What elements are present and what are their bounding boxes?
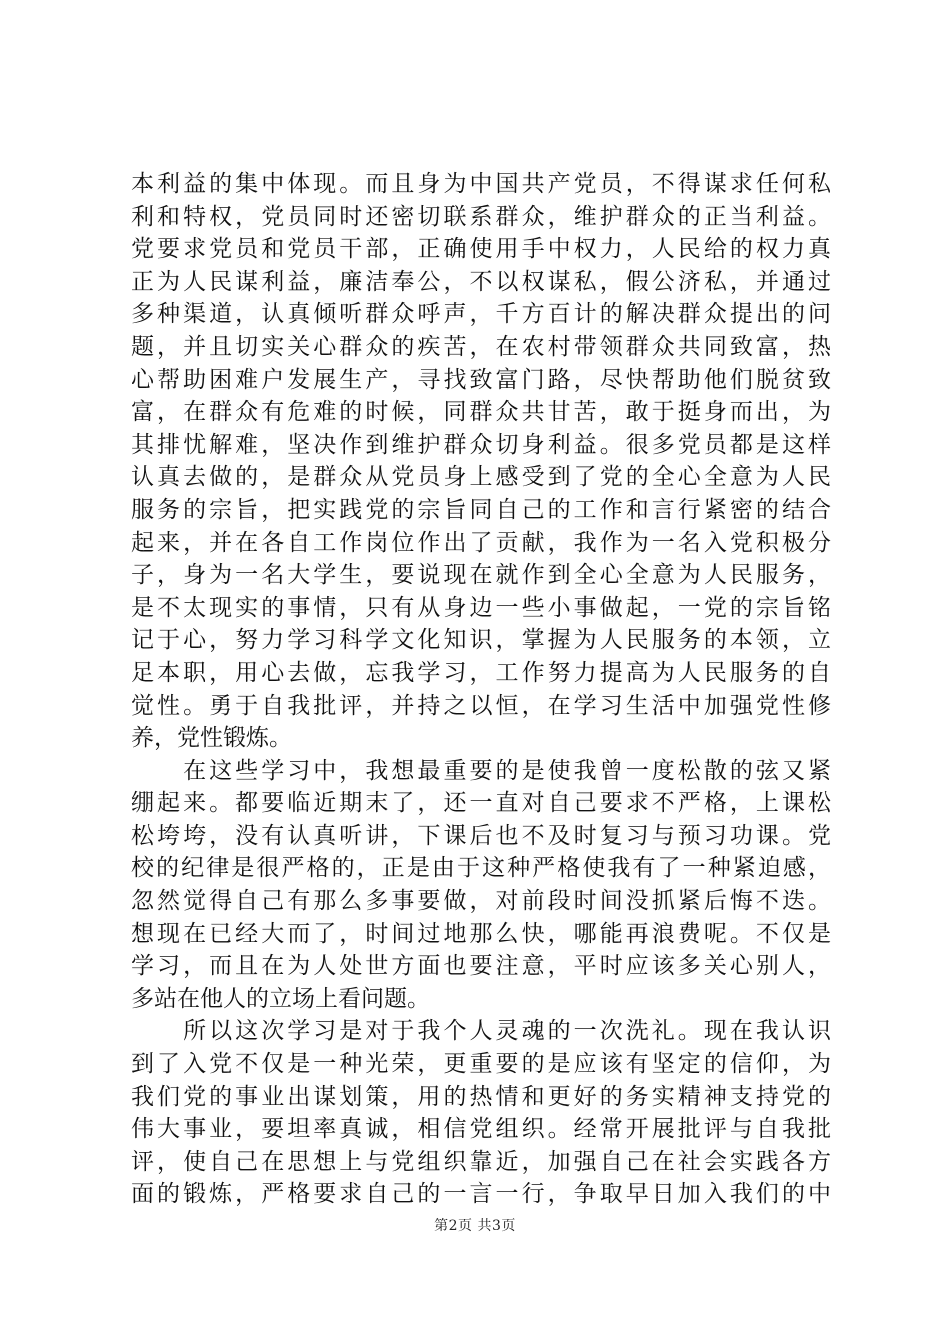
text-line: 心帮助困难户发展生产，寻找致富门路，尽快帮助他们脱贫致 [131,366,831,393]
text-line: 正为人民谋利益，廉洁奉公，不以权谋私，假公济私，并通过 [131,268,831,295]
text-line: 认真去做的，是群众从党员身上感受到了党的全心全意为人民 [131,464,831,491]
text-line: 服务的宗旨，把实践党的宗旨同自己的工作和言行紧密的结合 [131,496,831,523]
text-line: 到了入党不仅是一种光荣，更重要的是应该有坚定的信仰，为 [131,1051,831,1078]
text-line: 多种渠道，认真倾听群众呼声，千方百计的解决群众提出的问 [131,301,831,328]
text-line: 党要求党员和党员干部，正确使用手中权力，人民给的权力真 [131,236,831,263]
text-line: 养，党性锻炼。 [131,725,292,752]
text-line: 松垮垮，没有认真听讲，下课后也不及时复习与预习功课。党 [131,822,831,849]
text-line: 伟大事业，要坦率真诚，相信党组织。经常开展批评与自我批 [131,1116,831,1143]
text-line: 所以这次学习是对于我个人灵魂的一次洗礼。现在我认识 [131,1018,831,1045]
text-line: 想现在已经大而了，时间过地那么快，哪能再浪费呢。不仅是 [131,920,831,947]
text-line: 子，身为一名大学生，要说现在就作到全心全意为人民服务， [131,562,831,589]
text-line: 题，并且切实关心群众的疾苦，在农村带领群众共同致富，热 [131,333,831,360]
text-line: 校的纪律是很严格的，正是由于这种严格使我有了一种紧迫感， [131,855,831,882]
text-line: 评，使自己在思想上与党组织靠近，加强自己在社会实践各方 [131,1148,831,1175]
text-line: 其排忧解难，坚决作到维护群众切身利益。很多党员都是这样 [131,431,831,458]
text-line: 富，在群众有危难的时候，同群众共甘苦，敢于挺身而出，为 [131,399,831,426]
text-line: 本利益的集中体现。而且身为中国共产党员，不得谋求任何私 [131,171,831,197]
text-line: 起来，并在各自工作岗位作出了贡献，我作为一名入党积极分 [131,529,831,556]
text-line: 在这些学习中，我想最重要的是使我曾一度松散的弦又紧 [131,757,831,784]
text-line: 觉性。勇于自我批评，并持之以恒，在学习生活中加强党性修 [131,692,831,719]
text-line: 忽然觉得自己有那么多事要做，对前段时间没抓紧后悔不迭。 [131,888,831,915]
text-line: 利和特权，党员同时还密切联系群众，维护群众的正当利益。 [131,203,831,230]
text-line: 足本职，用心去做，忘我学习，工作努力提高为人民服务的自 [131,659,831,686]
text-line: 多站在他人的立场上看问题。 [131,985,430,1012]
text-line: 记于心，努力学习科学文化知识，掌握为人民服务的本领，立 [131,627,831,654]
text-line: 是不太现实的事情，只有从身边一些小事做起，一党的宗旨铭 [131,594,831,621]
body-text [131,168,831,1211]
text-line: 我们党的事业出谋划策，用的热情和更好的务实精神支持党的 [131,1083,831,1110]
text-line: 绷起来。都要临近期末了，还一直对自己要求不严格，上课松 [131,790,831,817]
text-line: 学习，而且在为人处世方面也要注意，平时应该多关心别人， [131,953,831,980]
text-line: 面的锻炼，严格要求自己的一言一行，争取早日加入我们的中 [131,1181,831,1208]
page-footer: 第2页 共3页 [434,1218,516,1234]
